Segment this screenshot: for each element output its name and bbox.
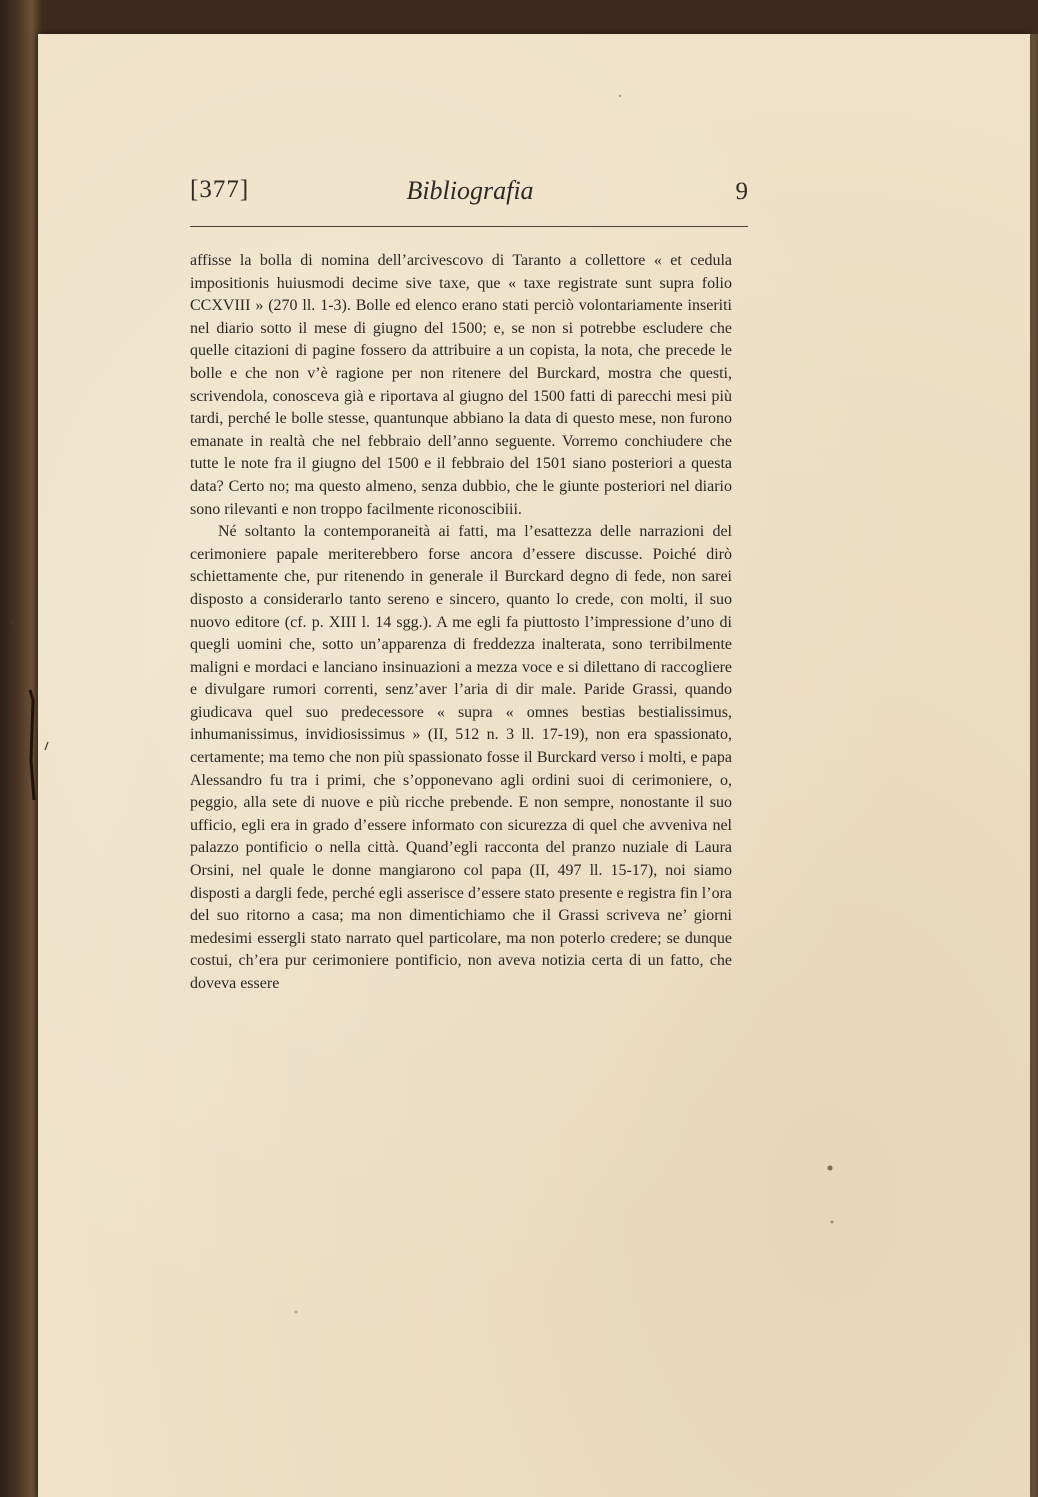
paper-speck [619,95,621,97]
left-margin-speck [45,742,48,750]
paragraph-1: affisse la bolla di nomina dell’arcivescovo di Taranto a collettore « et cedula impositionis huiusmodi decime sive taxe, que « taxe registrate sunt supra folio CCXVIII » (270 ll. 1-3). Bolle ed elenco erano stati perciò volontariamente inseriti nel diario sotto il mese di giugno del 1500; e, se non si potrebbe escludere che quelle citazioni di pagine fossero da attribuire a un copista, la nota, che precede le bolle e che non v’è ragione per non ritenere del Burckard, mostra che questi, scrivendola, conosceva già e riportava al giugno del 1500 fatti di parecchi mesi più tardi, perché le bolle stesse, quantunque abbiano la data di questo mese, non furono emanate in realtà che nel febbraio dell’anno seguente. Vorremo conchiudere che tutte le note fra il giugno del 1500 e il febbraio del 1501 siano posteriori a questa data? Certo no; ma questo almeno, senza dubbio, che le giunte posteriori nel diario sono rilevanti e non troppo facilmente riconoscibiii. [190,252,732,518]
left-margin-mark [30,690,34,800]
page-reference: [377] [190,176,250,203]
left-margin-speck [10,620,18,628]
header-rule [190,226,748,227]
page-header [190,176,750,212]
paper-speck [831,1221,834,1224]
paragraph-2: Né soltanto la contemporaneità ai fatti, ma l’esattezza delle narrazioni del cerimoniere papale meriterebbero forse ancora d’essere discusse. Poiché dirò schiettamente che, pur ritenendo in generale il Burckard degno di fede, non sarei disposto a considerarlo tanto sereno e sincero, quanto lo crede, con molti, il suo nuovo editore (cf. p. XIII l. 14 sgg.). A me egli fa piuttosto l’impressione d’uno di quegli uomini che, sotto un’apparenza di freddezza inalterata, sono terribilmente maligni e mordaci e lanciano insinuazioni a mezza voce e si dilettano di raccogliere e divulgare rumori correnti, senz’aver l’aria di dir male. Paride Grassi, quando giudicava quel suo predecessore « supra « omnes bestias bestialissimus, inhumanissimus, invidiosissimus » (II, 512 n. 3 ll. 17-19), non era spassionato, certamente; ma temo che non più spassionato fosse il Burckard verso i molti, e papa Alessandro fu tra i primi, che s’opponevano agli ordini suoi di cerimoniere, o, peggio, alla sete di nuove e più ricche prebende. E non sempre, nonostante il suo ufficio, egli era in grado d’essere informato con sicurezza di quel che avveniva nel palazzo pontificio o nella città. Quand’egli racconta del pranzo nuziale di Laura Orsini, nel quale le donne mangiarono col papa (II, 497 ll. 15-17), noi siamo disposti a dargli fede, perché egli asserisce d’essere stato presente e registra fin l’ora del suo ritorno a casa; ma non dimentichiamo che il Grassi scriveva ne’ giorni medesimi essergli stato narrato quel particolare, ma non poterlo credere; se dunque costui, ch’era pur cerimoniere pontificio, non aveva notizia certa di un fatto, che doveva essere [190,523,732,992]
body-text [190,250,732,996]
paper-speck [295,1311,298,1314]
page-number: 9 [735,178,748,205]
running-title: Bibliografia [406,176,534,205]
paper-speck [828,1166,833,1171]
